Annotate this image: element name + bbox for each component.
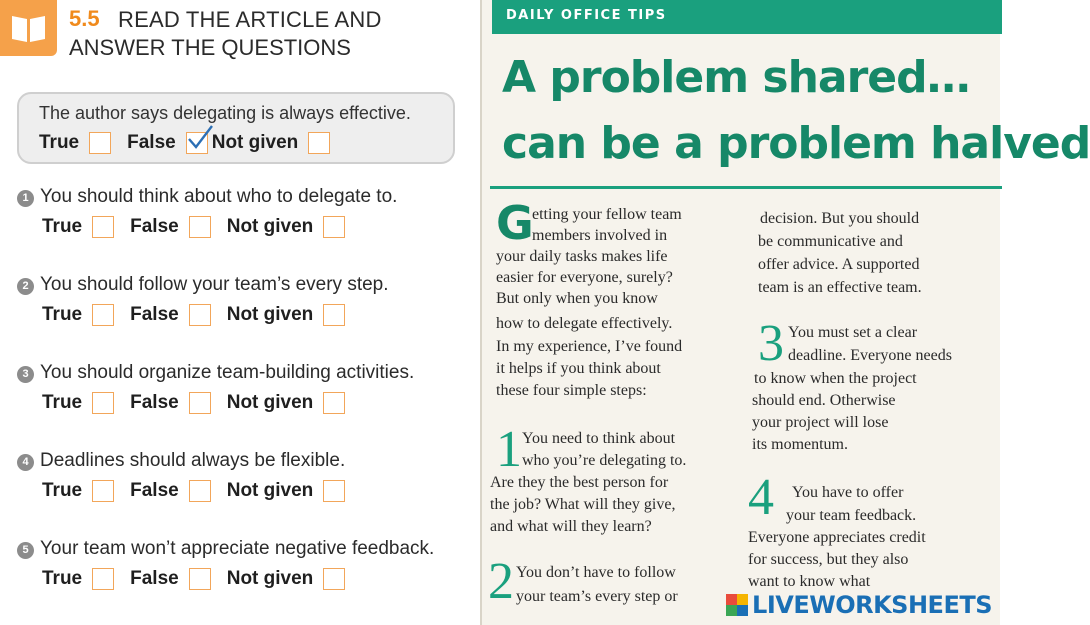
q5-not-given-checkbox[interactable] [323, 568, 345, 590]
false-label: False [130, 304, 179, 325]
tip2-line: your team’s every step or [516, 588, 678, 605]
not-given-label: Not given [226, 392, 314, 413]
headline-line1: A problem shared… [502, 52, 970, 103]
true-label: True [42, 304, 83, 325]
q3-not-given-checkbox[interactable] [323, 392, 345, 414]
liveworksheets-logo-icon [726, 594, 748, 616]
example-box [17, 92, 455, 164]
tip3-line: to know when the project [754, 370, 917, 387]
q2-not-given-checkbox[interactable] [323, 304, 345, 326]
question-text: You should think about who to delegate to. [40, 186, 398, 207]
tip1-line: the job? What will they give, [490, 496, 676, 513]
example-false-label: False [127, 132, 176, 153]
true-label: True [42, 216, 83, 237]
tip-number: 3 [758, 315, 784, 372]
intro-line: But only when you know [496, 290, 658, 307]
q4-true-checkbox[interactable] [92, 480, 114, 502]
q2-true-checkbox[interactable] [92, 304, 114, 326]
tip4-line: want to know what [748, 573, 871, 590]
true-label: True [42, 392, 83, 413]
intro-line: members involved in [532, 227, 668, 244]
tip-number: 4 [748, 469, 774, 526]
watermark-text: LIVEWORKSHEETS [752, 591, 992, 619]
question-1 [17, 186, 397, 208]
q1-false-checkbox[interactable] [189, 216, 211, 238]
question-2 [17, 274, 389, 296]
tip4-line: for success, but they also [748, 551, 909, 568]
worksheet-panel [0, 0, 480, 625]
banner-label: DAILY OFFICE TIPS [506, 8, 667, 23]
not-given-label: Not given [226, 568, 314, 589]
q3-false-checkbox[interactable] [189, 392, 211, 414]
q5-false-checkbox[interactable] [189, 568, 211, 590]
intro-line: these four simple steps: [496, 382, 647, 399]
false-label: False [130, 392, 179, 413]
tip3-line: should end. Otherwise [752, 392, 896, 409]
false-label: False [130, 216, 179, 237]
q4-false-checkbox[interactable] [189, 480, 211, 502]
question-5 [17, 538, 434, 560]
intro-line: how to delegate effectively. [496, 315, 673, 332]
example-false-checkbox [186, 132, 208, 154]
question-text: Your team won’t appreciate negative feedback. [40, 538, 435, 559]
question-number: 2 [17, 278, 34, 295]
article-panel [480, 0, 1090, 625]
tip1-line: who you’re delegating to. [522, 452, 687, 469]
col2-line: offer advice. A supported [758, 256, 920, 273]
tip1-line: Are they the best person for [490, 474, 669, 491]
question-1-options [42, 216, 361, 238]
true-label: True [42, 480, 83, 501]
question-5-options [42, 568, 361, 590]
headline-line2: can be a problem halved [502, 118, 1090, 169]
section-title-line2: ANSWER THE QUESTIONS [69, 35, 351, 60]
col2-line: be communicative and [758, 233, 903, 250]
section-title-line1: READ THE ARTICLE AND [118, 7, 382, 32]
intro-line: In my experience, I’ve found [496, 338, 683, 355]
example-true-checkbox [89, 132, 111, 154]
tip1-line: You need to think about [522, 430, 676, 447]
tip3-line: its momentum. [752, 436, 848, 453]
question-text: Deadlines should always be flexible. [40, 450, 346, 471]
dropcap-letter: G [496, 196, 534, 250]
tip4-line: You have to offer [792, 484, 904, 501]
example-true-label: True [39, 132, 80, 153]
question-3-options [42, 392, 361, 414]
question-number: 4 [17, 454, 34, 471]
q2-false-checkbox[interactable] [189, 304, 211, 326]
not-given-label: Not given [226, 304, 314, 325]
intro-line: easier for everyone, surely? [496, 269, 673, 286]
not-given-label: Not given [226, 216, 314, 237]
section-number: 5.5 [69, 6, 100, 31]
question-4 [17, 450, 345, 472]
tip3-line: your project will lose [752, 414, 889, 431]
question-number: 3 [17, 366, 34, 383]
example-statement: The author says delegating is always effective. [39, 103, 411, 123]
headline-divider [490, 186, 1002, 189]
tip4-line: your team feedback. [786, 507, 917, 524]
q4-not-given-checkbox[interactable] [323, 480, 345, 502]
col2-line: team is an effective team. [758, 279, 922, 296]
tip-number: 2 [488, 553, 514, 610]
tip3-line: You must set a clear [788, 324, 918, 341]
q3-true-checkbox[interactable] [92, 392, 114, 414]
example-not-given-checkbox [308, 132, 330, 154]
check-mark-icon [185, 123, 215, 153]
q1-not-given-checkbox[interactable] [323, 216, 345, 238]
question-2-options [42, 304, 361, 326]
article-banner [492, 0, 1002, 34]
example-options [39, 132, 346, 154]
example-not-given-label: Not given [211, 132, 299, 153]
not-given-label: Not given [226, 480, 314, 501]
intro-line: etting your fellow team [532, 206, 682, 223]
col2-line: decision. But you should [760, 210, 920, 227]
question-number: 1 [17, 190, 34, 207]
false-label: False [130, 480, 179, 501]
tip2-line: You don’t have to follow [516, 564, 676, 581]
question-number: 5 [17, 542, 34, 559]
false-label: False [130, 568, 179, 589]
q1-true-checkbox[interactable] [92, 216, 114, 238]
tip3-line: deadline. Everyone needs [788, 347, 952, 364]
question-3 [17, 362, 414, 384]
q5-true-checkbox[interactable] [92, 568, 114, 590]
tip-number: 1 [496, 421, 522, 478]
question-text: You should organize team-building activities. [40, 362, 415, 383]
question-4-options [42, 480, 361, 502]
question-text: You should follow your team’s every step. [40, 274, 389, 295]
liveworksheets-watermark [726, 591, 992, 619]
tip4-line: Everyone appreciates credit [748, 529, 926, 546]
book-icon [0, 0, 57, 56]
intro-line: it helps if you think about [496, 360, 661, 377]
intro-line: your daily tasks makes life [496, 248, 668, 265]
tip1-line: and what will they learn? [490, 518, 652, 535]
true-label: True [42, 568, 83, 589]
